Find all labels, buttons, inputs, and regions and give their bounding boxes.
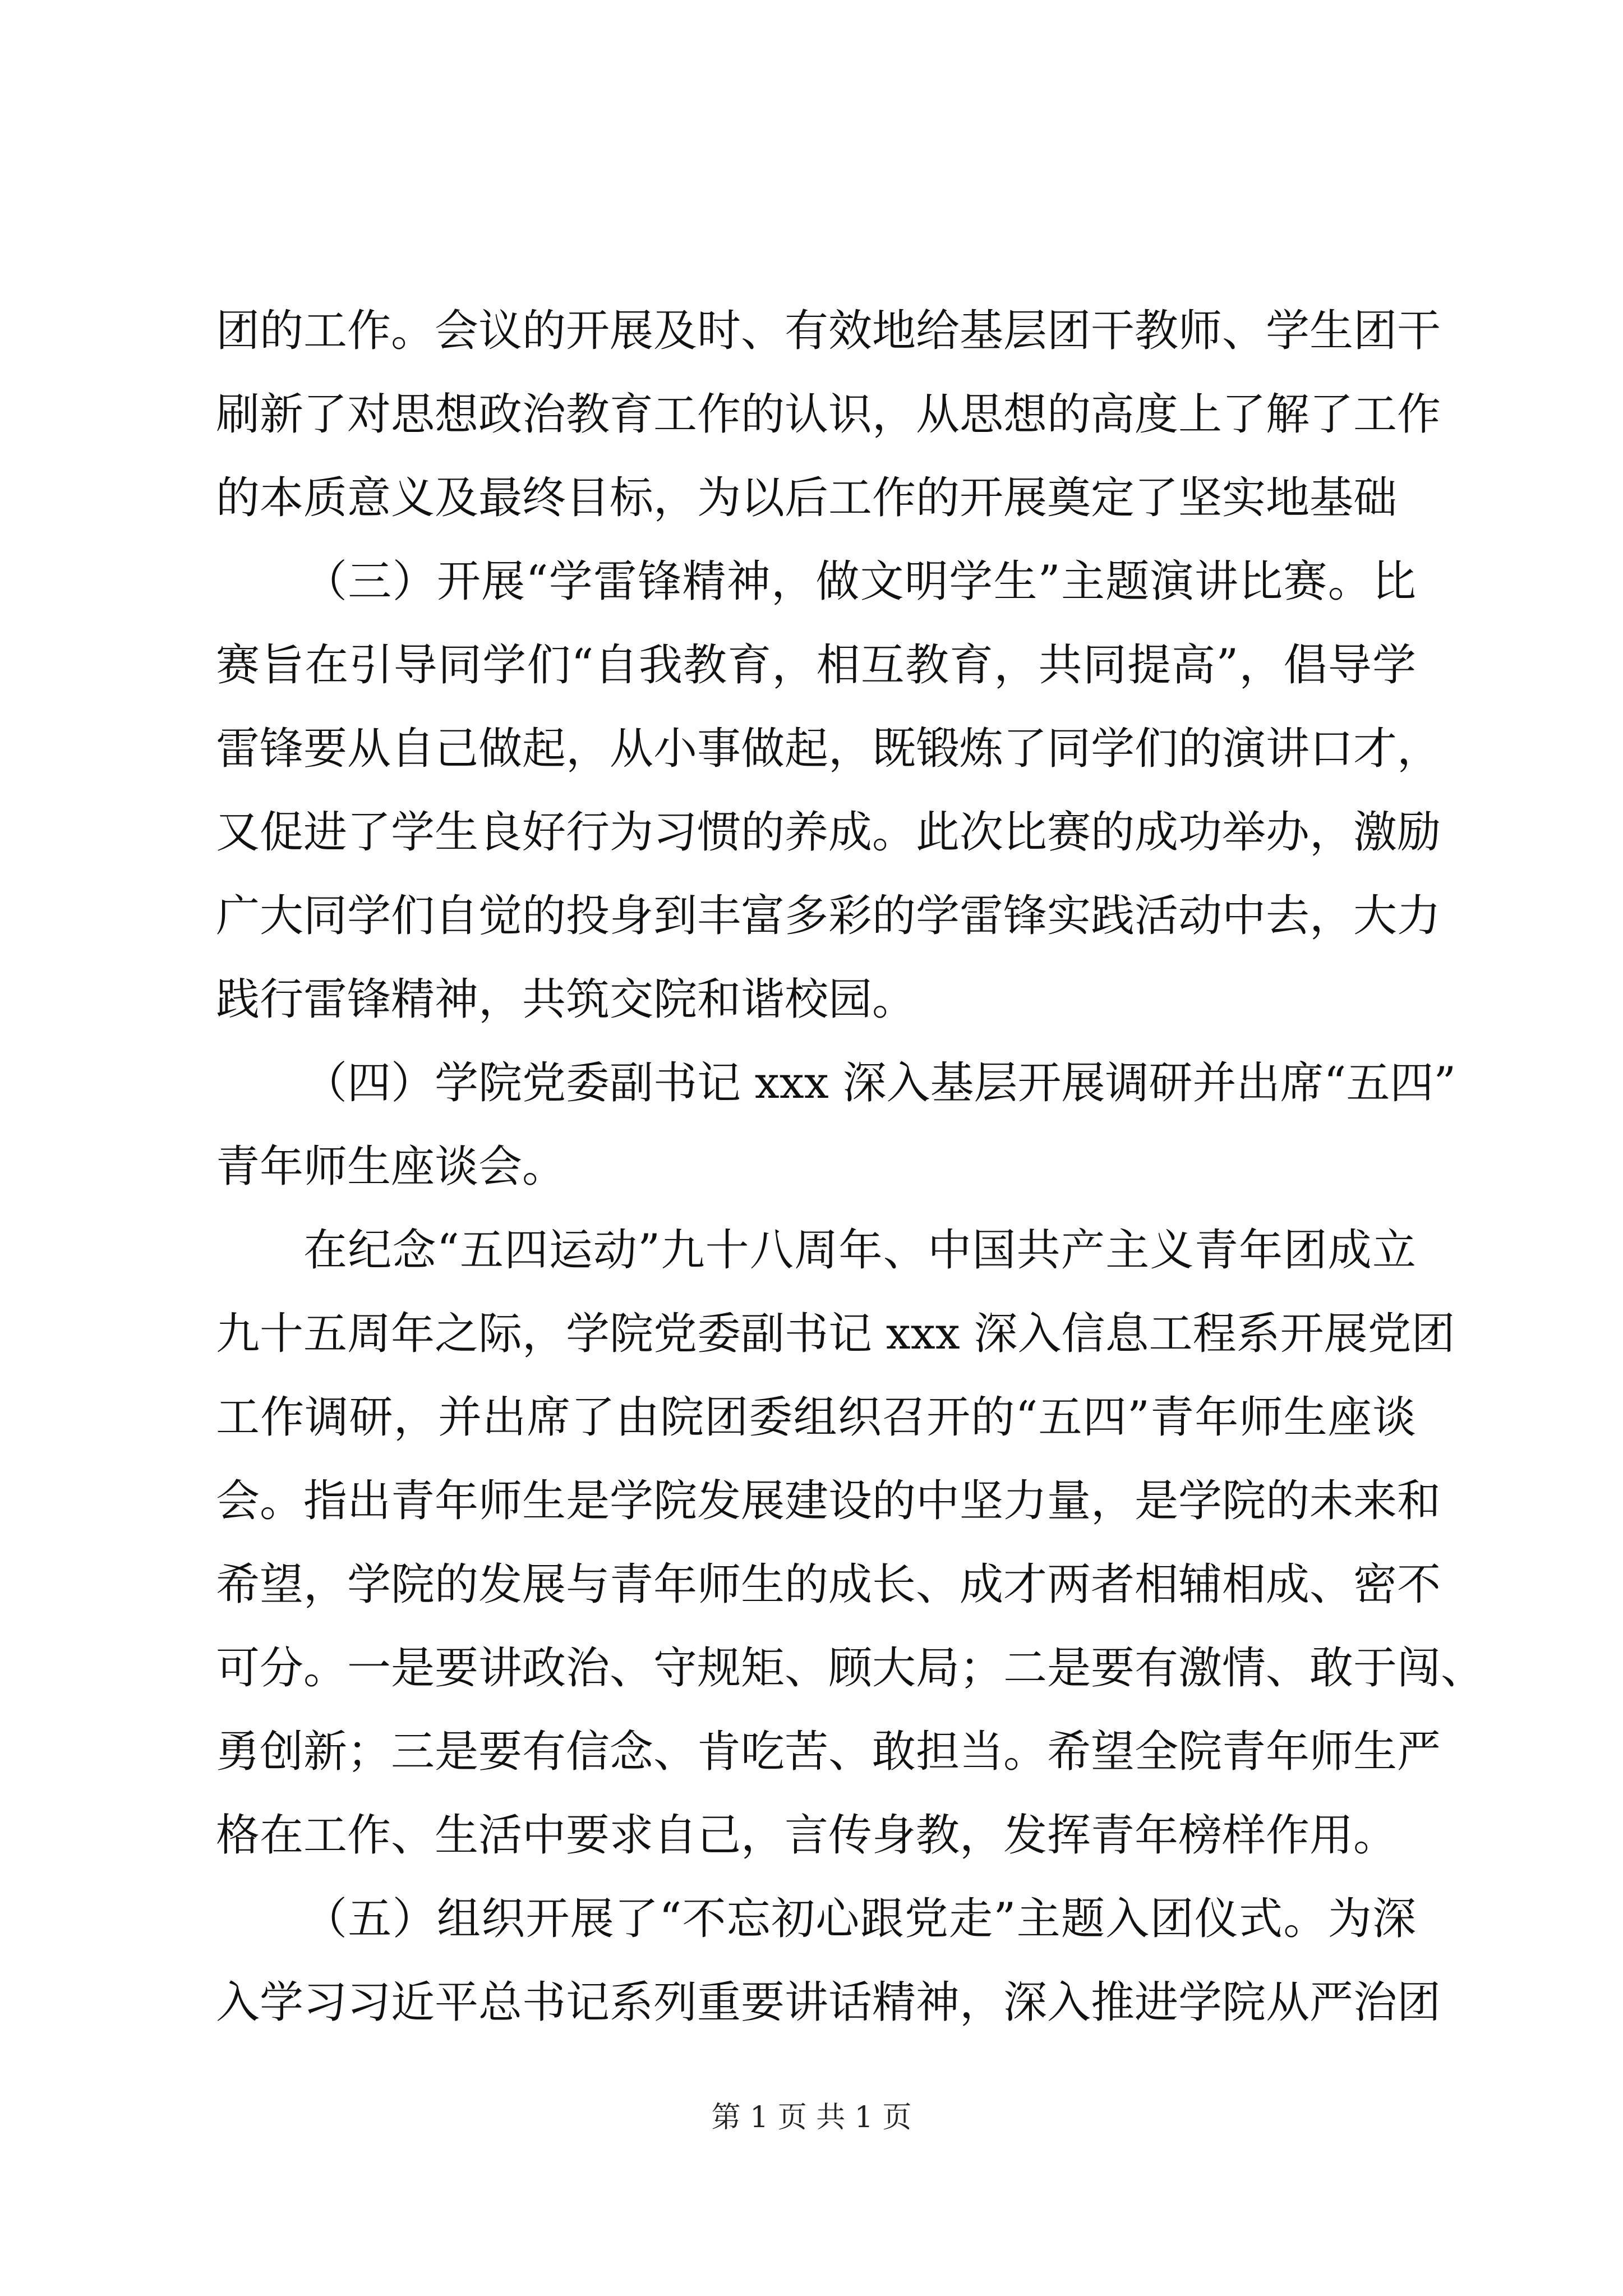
text-line: 赛旨在引导同学们“自我教育，相互教育，共同提高”，倡导学 [216,640,1416,691]
text-line: 工作调研，并出席了由院团委组织召开的“五四”青年师生座谈 [216,1392,1416,1443]
text-line: 勇创新；三是要有信念、肯吃苦、敢担当。希望全院青年师生严 [216,1727,1441,1777]
text-line: 可分。一是要讲政治、守规矩、顾大局；二是要有激情、敢于闯、 [216,1643,1485,1694]
text-line: 九十五周年之际，学院党委副书记 xxx 深入信息工程系开展党团 [216,1309,1455,1359]
paragraph-start-line: （四）学院党委副书记 xxx 深入基层开展调研并出席“五四” [303,1058,1456,1108]
text-line: 会。指出青年师生是学院发展建设的中坚力量，是学院的未来和 [216,1476,1441,1526]
text-line: 又促进了学生良好行为习惯的养成。此次比赛的成功举办，激励 [216,807,1441,858]
paragraph-start-line: 在纪念“五四运动”九十八周年、中国共产主义青年团成立 [303,1225,1416,1276]
text-line: 团的工作。会议的开展及时、有效地给基层团干教师、学生团干 [216,306,1441,356]
document-body [216,289,1485,2045]
paragraph-start-line: （三）开展“学雷锋精神，做文明学生”主题演讲比赛。比 [303,556,1416,607]
text-line: 的本质意义及最终目标，为以后工作的开展奠定了坚实地基础 [216,473,1398,523]
text-line: 刷新了对思想政治教育工作的认识，从思想的高度上了解了工作 [216,389,1441,440]
text-line: 雷锋要从自己做起，从小事做起，既锻炼了同学们的演讲口才， [216,724,1441,774]
text-line: 青年师生座谈会。 [216,1142,566,1192]
text-line: 入学习习近平总书记系列重要讲话精神，深入推进学院从严治团 [216,1977,1441,2028]
text-line: 广大同学们自觉的投身到丰富多彩的学雷锋实践活动中去，大力 [216,891,1441,941]
text-line: 希望，学院的发展与青年师生的成长、成才两者相辅相成、密不 [216,1559,1441,1610]
text-line: 践行雷锋精神，共筑交院和谐校园。 [216,974,916,1025]
paragraph-start-line: （五）组织开展了“不忘初心跟党走”主题入团仪式。为深 [303,1894,1416,1944]
page-number-footer: 第 1 页 共 1 页 [711,2101,912,2134]
text-line: 格在工作、生活中要求自己，言传身教，发挥青年榜样作用。 [216,1810,1398,1861]
